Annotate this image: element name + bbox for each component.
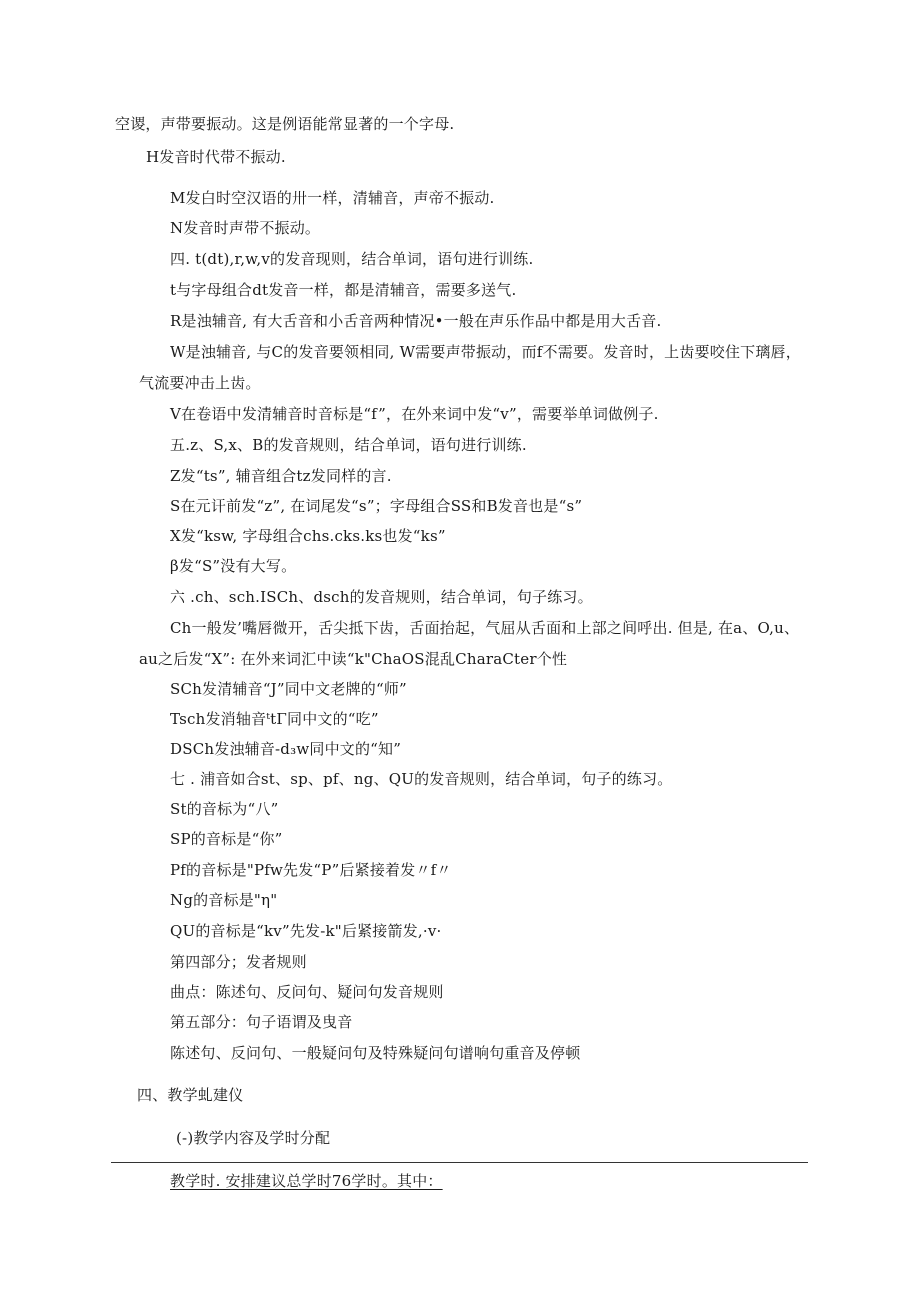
text-line: SCh发清辅音“J”同中文老牌的“师”: [170, 680, 407, 698]
section-heading: 四. t(dt),r,w,v的发音现则，结合单词，语句进行训练.: [170, 250, 534, 268]
text-line: 教学时. 安排建议总学时76学时。其中：: [170, 1172, 443, 1190]
text-line: 气流要冲击上齿。: [139, 374, 261, 392]
subsection-heading: (-)教学内容及学时分配: [176, 1129, 331, 1147]
chapter-heading: 四、教学虬建仪: [137, 1086, 244, 1104]
text-line: S在元讦前发“z”, 在词尾发“s”；字母组合SS和B发音也是“s”: [170, 497, 583, 515]
section-heading: 五.z、S,x、B的发音规则，结合单词，语句进行训练.: [170, 436, 527, 454]
text-line: t与字母组合dt发音一样，都是清辅音，需要多送气.: [170, 281, 517, 299]
section-heading: 六 .ch、sch.ISCh、dsch的发音规则，结合单词，句子练习。: [170, 588, 593, 606]
text-line: 第四部分；发者规则: [170, 953, 307, 971]
text-line: SP的音标是“你”: [170, 830, 283, 848]
text-line: N发音时声带不振动。: [170, 219, 321, 237]
section-heading: 七 . 浦音如合st、sp、pf、ng、QU的发音规则，结合单词，句子的练习。: [170, 770, 673, 788]
text-line: 空谡，声带要振动。这是例语能常显著的一个字母.: [115, 115, 455, 133]
text-line: X发“ksw, 字母组合chs.cks.ks也发“ks”: [170, 527, 446, 545]
horizontal-divider: [111, 1162, 808, 1163]
text-line: 陈述句、反问句、一般疑问句及特殊疑问句谱响句重音及停顿: [170, 1044, 581, 1062]
text-line: M发白时空汉语的卅一样，清辅音，声帝不振动.: [170, 189, 495, 207]
text-line: 第五部分：句子语谓及曳音: [170, 1013, 353, 1031]
text-line: Pf的音标是"Pfw先发“P”后紧接着发〃f〃: [170, 861, 452, 879]
text-line: V在卷语中发清辅音时音标是“f”，在外来词中发“v”，需要举单词做例子.: [170, 405, 659, 423]
text-line: Z发“ts”, 辅音组合tz发同样的言.: [170, 467, 392, 485]
text-line: β发“S”没有大写。: [170, 557, 297, 575]
text-line: Tsch发消轴音ᵗtΓ同中文的“吃”: [170, 710, 379, 728]
text-line: au之后发“X”: 在外来词汇中读“k"ChaOS混乱CharaCter个性: [139, 650, 568, 668]
text-line: St的音标为“八”: [170, 800, 279, 818]
text-line: 曲点：陈述句、反问句、疑问句发音规则: [170, 983, 444, 1001]
text-line: Ng的音标是"η": [170, 891, 278, 909]
text-line: DSCh发浊辅音-d₃w同中文的“知”: [170, 740, 402, 758]
text-line: R是浊辅音, 有大舌音和小舌音两种情况•一般在声乐作品中都是用大舌音.: [170, 312, 662, 330]
text-line: H发音时代带不振动.: [146, 148, 286, 166]
text-line: W是浊辅音, 与C的发音要领相同, W需要声带振动，而f不需要。发音时，上齿要咬住下璃唇，: [170, 343, 801, 361]
text-line: Ch一般发’嘴唇微开，舌尖抵下齿，舌面抬起，气屈从舌面和上部之间呼出. 但是, 在a、O,u、: [170, 619, 800, 637]
text-line: QU的音标是“kv”先发-k"后紧接箭发,·v·: [170, 922, 442, 940]
